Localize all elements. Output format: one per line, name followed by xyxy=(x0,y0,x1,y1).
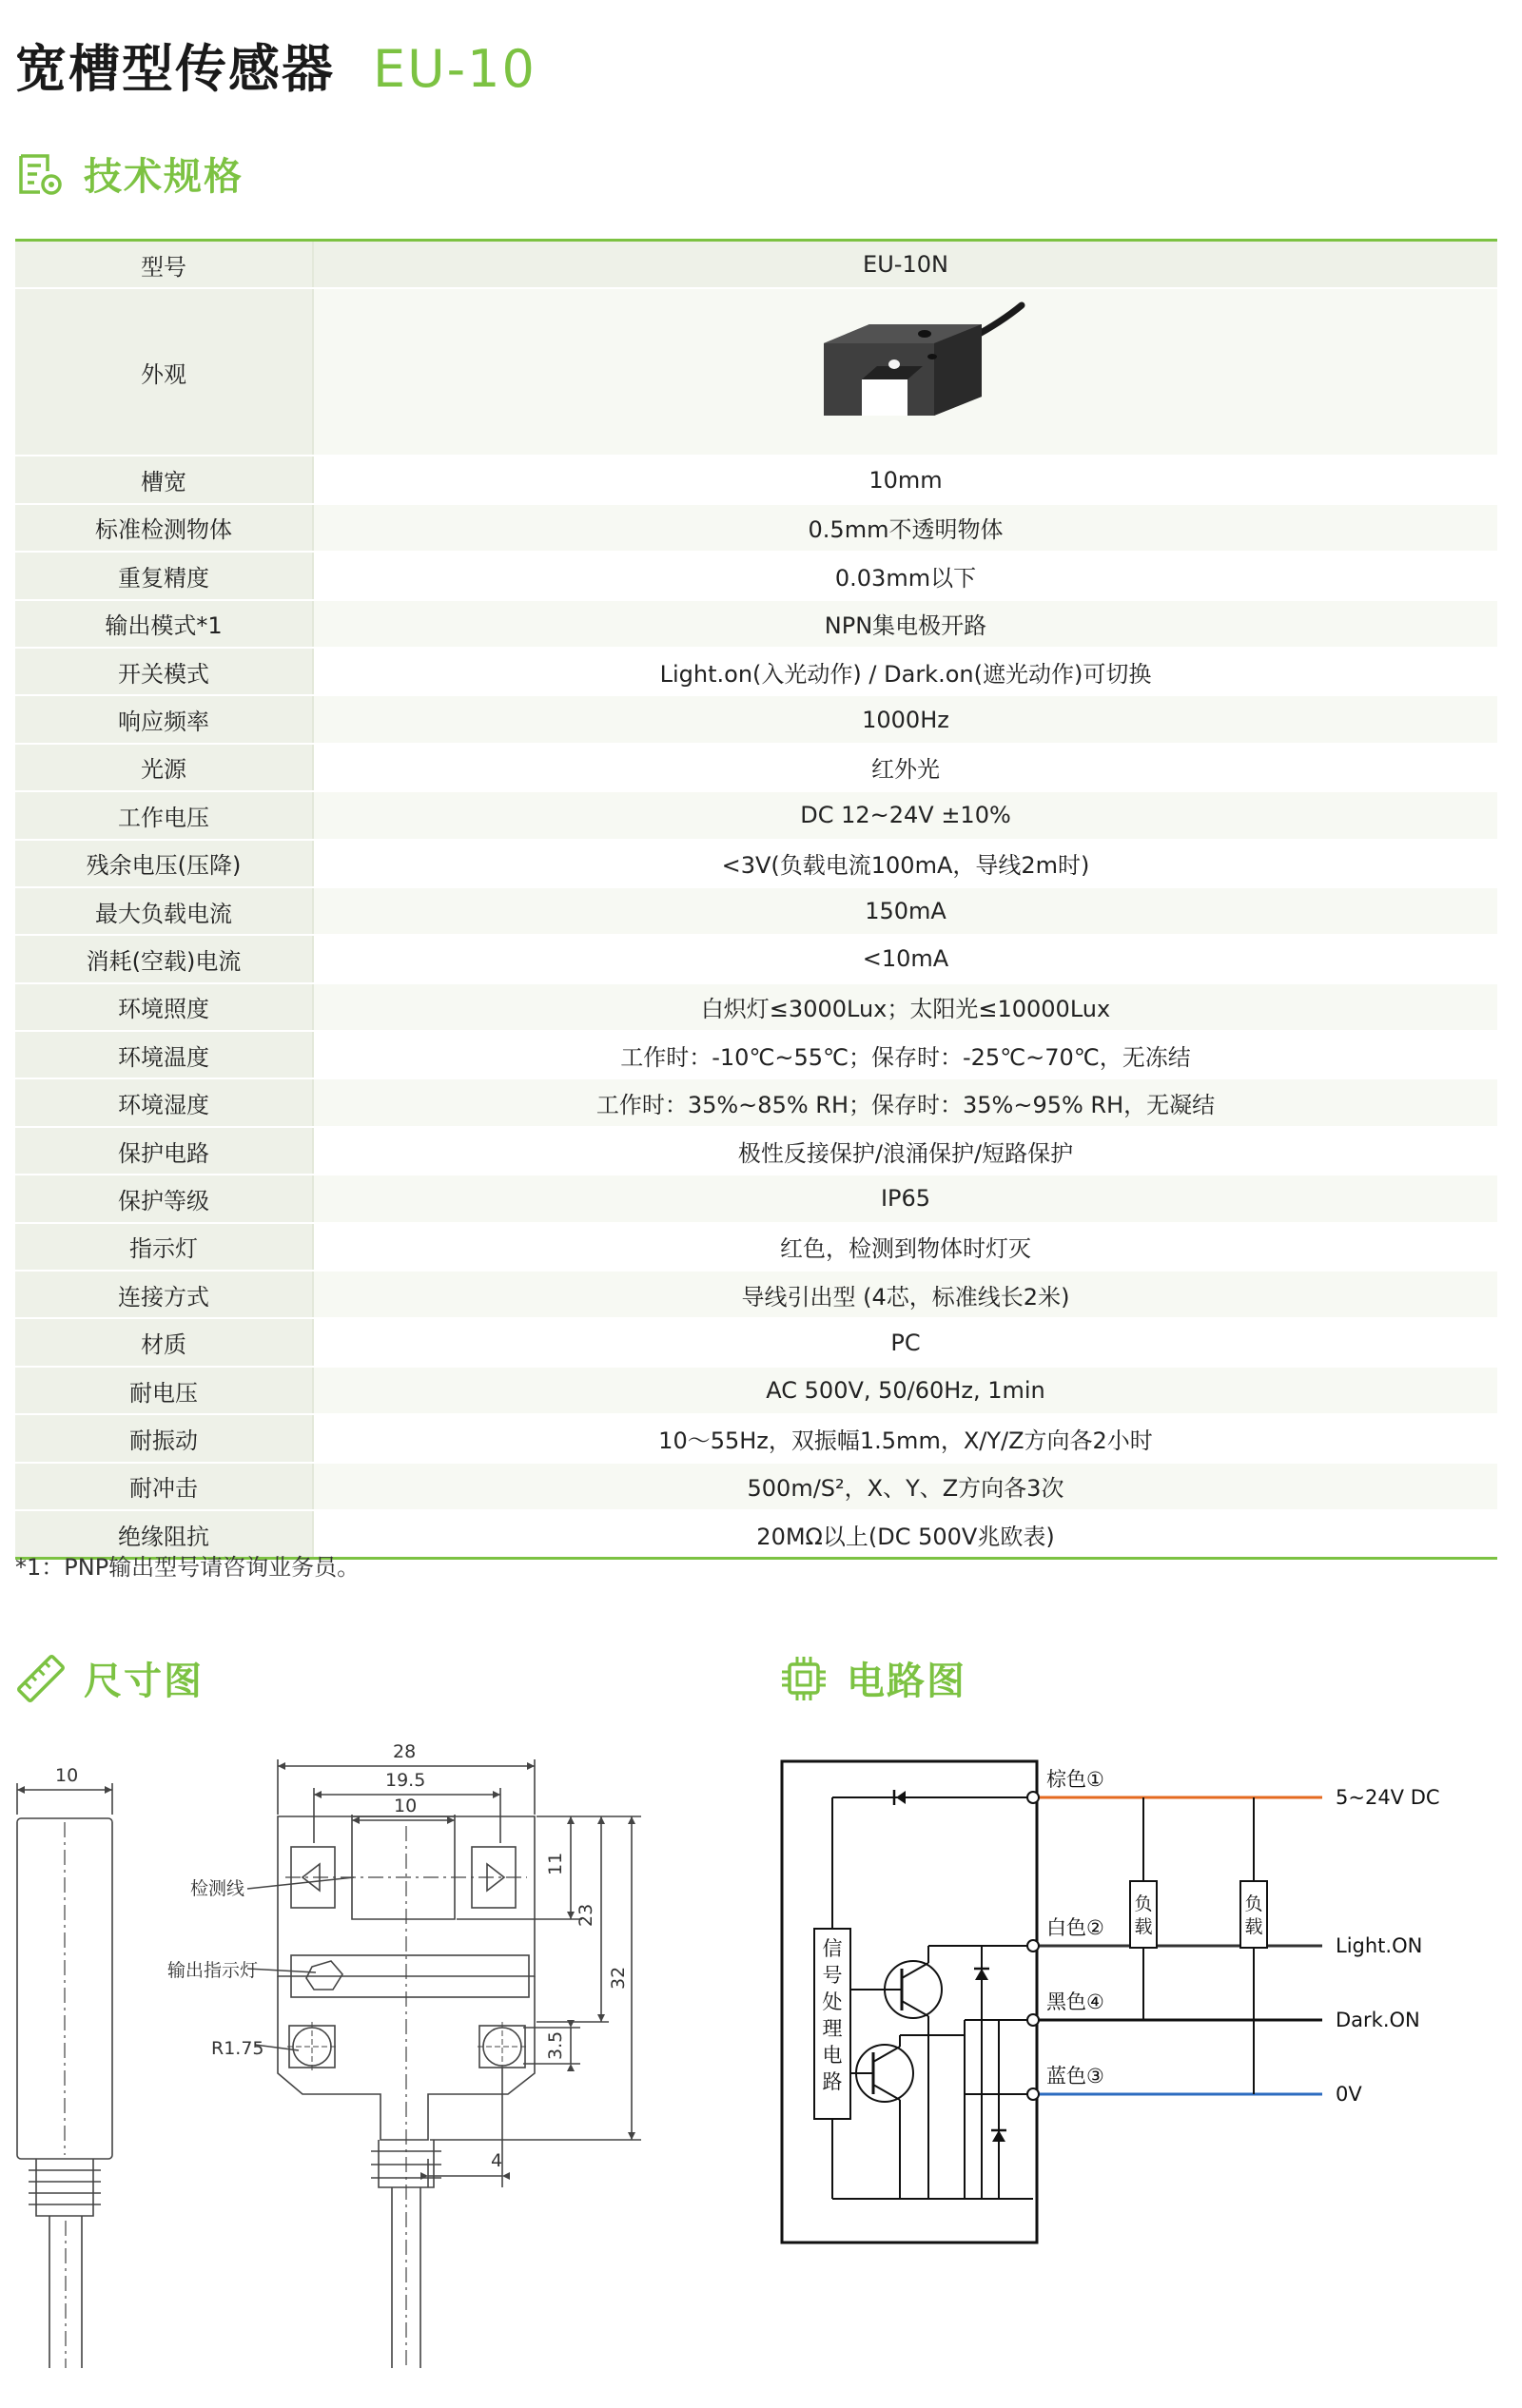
spec-table xyxy=(15,239,1497,1560)
circuit-section-title: 电路图 xyxy=(847,1660,966,1703)
table-row xyxy=(15,983,1497,1031)
spec-key: 开关模式 xyxy=(15,648,313,695)
table-row xyxy=(15,1414,1497,1462)
header-value: EU-10N xyxy=(313,241,1497,289)
dimension-section-title: 尺寸图 xyxy=(84,1660,204,1703)
spec-value: PC xyxy=(313,1318,1497,1366)
table-row xyxy=(15,552,1497,599)
spec-value: 10mm xyxy=(313,456,1497,503)
spec-value: 工作时：35%~85% RH；保存时：35%~95% RH，无凝结 xyxy=(313,1078,1497,1126)
wire-output-label: 5~24V DC xyxy=(1336,1786,1440,1809)
wire-terminal xyxy=(1027,2014,1039,2026)
spec-value: 工作时：-10℃~55℃；保存时：-25℃~70℃，无冻结 xyxy=(313,1031,1497,1078)
dimension-drawing xyxy=(0,1740,761,2387)
table-row xyxy=(15,1031,1497,1078)
table-row xyxy=(15,887,1497,935)
front-view-slot xyxy=(352,1816,455,1919)
ruler-icon xyxy=(15,1653,67,1704)
spec-key: 残余电压(压降) xyxy=(15,840,313,887)
label-indicator: 输出指示灯 xyxy=(167,1960,259,1981)
spec-section-title: 技术规格 xyxy=(84,155,244,199)
wire-output-label: 0V xyxy=(1336,2083,1362,2106)
spec-value: AC 500V, 50/60Hz, 1min xyxy=(313,1367,1497,1414)
spec-value: 导线引出型 (4芯，标准线长2米) xyxy=(313,1271,1497,1318)
wire-color-label: 棕色① xyxy=(1046,1768,1104,1791)
block-char-6: 路 xyxy=(822,2070,843,2093)
table-row xyxy=(15,600,1497,648)
spec-value: <3V(负载电流100mA，导线2m时) xyxy=(313,840,1497,887)
spec-key: 工作电压 xyxy=(15,791,313,839)
spec-value: 500m/S²，X、Y、Z方向各3次 xyxy=(313,1463,1497,1510)
block-char-5: 电 xyxy=(822,2044,843,2067)
spec-value: 红外光 xyxy=(313,744,1497,791)
wire-color-label: 蓝色③ xyxy=(1046,2065,1104,2088)
spec-key: 绝缘阻抗 xyxy=(15,1510,313,1559)
spec-value: NPN集电极开路 xyxy=(313,600,1497,648)
dim-mid-height: 23 xyxy=(576,1903,596,1927)
wire-terminal xyxy=(1027,2088,1039,2100)
dim-side-width: 10 xyxy=(55,1765,79,1786)
side-view-strain-relief xyxy=(36,2159,93,2216)
spec-value: IP65 xyxy=(313,1175,1497,1222)
label-radius: R1.75 xyxy=(211,2038,264,2059)
header-key: 型号 xyxy=(15,241,313,289)
block-char-1: 信 xyxy=(822,1937,843,1960)
wire-terminal xyxy=(1027,1940,1039,1952)
table-row xyxy=(15,456,1497,503)
table-row xyxy=(15,791,1497,839)
appearance-key: 外观 xyxy=(15,288,313,456)
spec-key: 耐冲击 xyxy=(15,1463,313,1510)
wire-output-label: Dark.ON xyxy=(1336,2009,1420,2031)
chip-icon xyxy=(778,1653,829,1704)
dim-overall-width: 28 xyxy=(393,1741,417,1762)
spec-key: 保护电路 xyxy=(15,1127,313,1175)
load-resistor-2 xyxy=(1240,1881,1267,1948)
spec-key: 消耗(空载)电流 xyxy=(15,935,313,982)
appearance-row xyxy=(15,288,1497,456)
table-row xyxy=(15,1367,1497,1414)
spec-key: 指示灯 xyxy=(15,1223,313,1271)
dimension-section-header xyxy=(15,1651,204,1705)
spec-value: DC 12~24V ±10% xyxy=(313,791,1497,839)
spec-key: 连接方式 xyxy=(15,1271,313,1318)
load-resistor-1 xyxy=(1130,1881,1157,1948)
spec-key: 输出模式*1 xyxy=(15,600,313,648)
spec-key: 保护等级 xyxy=(15,1175,313,1222)
dim-total-height: 32 xyxy=(608,1966,629,1990)
spec-value: 0.5mm不透明物体 xyxy=(313,504,1497,552)
dim-hole-offset: 3.5 xyxy=(545,2030,566,2060)
load-1-char-1: 负 xyxy=(1134,1893,1153,1914)
table-header-row xyxy=(15,241,1497,289)
wire-color-label: 黑色④ xyxy=(1046,1990,1104,2013)
page-title xyxy=(15,29,537,102)
spec-value: 20MΩ以上(DC 500V兆欧表) xyxy=(313,1510,1497,1559)
spec-document-icon xyxy=(15,148,67,200)
spec-value: 150mA xyxy=(313,887,1497,935)
table-row xyxy=(15,1271,1497,1318)
load-1-char-2: 载 xyxy=(1134,1916,1153,1937)
spec-key: 材质 xyxy=(15,1318,313,1366)
table-row xyxy=(15,648,1497,695)
spec-key: 最大负载电流 xyxy=(15,887,313,935)
spec-value: 红色，检测到物体时灯灭 xyxy=(313,1223,1497,1271)
block-char-2: 号 xyxy=(822,1964,843,1987)
wire-output-label: Light.ON xyxy=(1336,1934,1423,1957)
spec-value: 0.03mm以下 xyxy=(313,552,1497,599)
spec-key: 响应频率 xyxy=(15,695,313,743)
block-char-4: 理 xyxy=(822,2017,843,2040)
dim-bottom-offset: 4 xyxy=(491,2150,503,2171)
spec-section-header xyxy=(15,146,244,201)
spec-value: 10～55Hz，双振幅1.5mm，X/Y/Z方向各2小时 xyxy=(313,1414,1497,1462)
table-row xyxy=(15,1223,1497,1271)
table-row xyxy=(15,1318,1497,1366)
model-number: EU-10 xyxy=(373,39,537,99)
spec-value: 极性反接保护/浪涌保护/短路保护 xyxy=(313,1127,1497,1175)
spec-key: 环境温度 xyxy=(15,1031,313,1078)
appearance-value xyxy=(313,288,1497,456)
load-2-char-2: 载 xyxy=(1244,1916,1263,1937)
spec-key: 耐电压 xyxy=(15,1367,313,1414)
spec-key: 重复精度 xyxy=(15,552,313,599)
spec-key: 环境照度 xyxy=(15,983,313,1031)
spec-key: 环境湿度 xyxy=(15,1078,313,1126)
table-row xyxy=(15,935,1497,982)
load-2-char-1: 负 xyxy=(1244,1893,1263,1914)
table-row xyxy=(15,1127,1497,1175)
table-row xyxy=(15,744,1497,791)
table-row xyxy=(15,1175,1497,1222)
circuit-diagram xyxy=(761,1740,1503,2273)
spec-key: 槽宽 xyxy=(15,456,313,503)
indicator-lamp xyxy=(306,1961,342,1990)
label-detect-line: 检测线 xyxy=(190,1878,245,1899)
spec-value: Light.on(入光动作) / Dark.on(遮光动作)可切换 xyxy=(313,648,1497,695)
table-row xyxy=(15,504,1497,552)
footnote: *1：PNP输出型号请咨询业务员。 xyxy=(15,1554,361,1581)
spec-value: 1000Hz xyxy=(313,695,1497,743)
block-char-3: 处 xyxy=(822,1990,843,2013)
spec-key: 耐振动 xyxy=(15,1414,313,1462)
table-row xyxy=(15,695,1497,743)
spec-key: 光源 xyxy=(15,744,313,791)
dim-slot-depth: 11 xyxy=(545,1852,566,1875)
product-name: 宽槽型传感器 xyxy=(15,39,335,99)
wire-terminal xyxy=(1027,1792,1039,1803)
spec-value: 白炽灯≤3000Lux；太阳光≤10000Lux xyxy=(313,983,1497,1031)
wire-color-label: 白色② xyxy=(1046,1916,1104,1939)
product-photo xyxy=(782,298,1029,440)
dim-slot-width: 10 xyxy=(394,1796,418,1816)
table-row xyxy=(15,1463,1497,1510)
circuit-section-header xyxy=(778,1651,966,1705)
table-row xyxy=(15,1078,1497,1126)
spec-value: <10mA xyxy=(313,935,1497,982)
spec-key: 标准检测物体 xyxy=(15,504,313,552)
dim-inner-width: 19.5 xyxy=(385,1770,426,1791)
table-row xyxy=(15,840,1497,887)
